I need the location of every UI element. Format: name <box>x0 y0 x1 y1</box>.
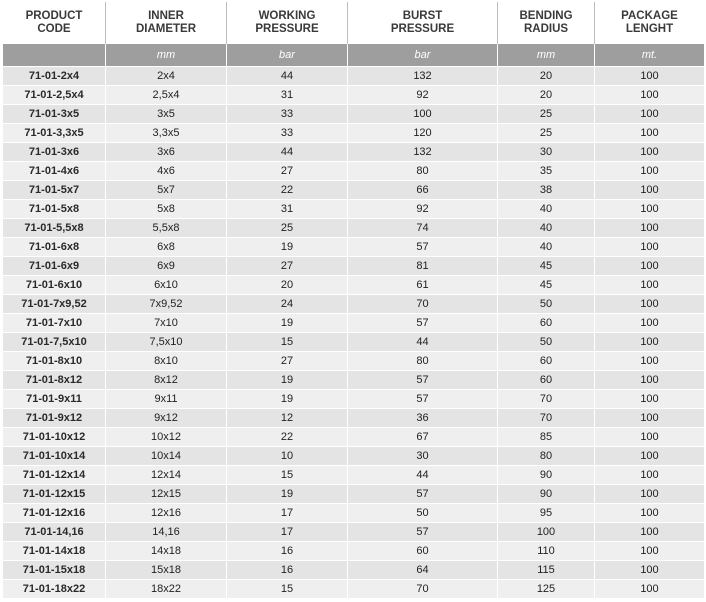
product-code-cell: 71-01-6x9 <box>3 256 105 275</box>
inner-diameter-cell: 7x10 <box>105 313 226 332</box>
table-row <box>3 484 704 503</box>
bending-radius-cell: 95 <box>497 503 594 522</box>
bending-radius-cell: 50 <box>497 294 594 313</box>
bending-radius-cell: 40 <box>497 237 594 256</box>
unit-working-pressure: bar <box>226 44 347 66</box>
product-code-cell: 71-01-18x22 <box>3 579 105 598</box>
table-body <box>3 66 704 598</box>
working-pressure-cell: 25 <box>226 218 347 237</box>
product-code-cell: 71-01-7x9,52 <box>3 294 105 313</box>
burst-pressure-cell: 81 <box>347 256 497 275</box>
package-length-cell: 100 <box>594 199 704 218</box>
package-length-cell: 100 <box>594 484 704 503</box>
package-length-cell: 100 <box>594 370 704 389</box>
package-length-cell: 100 <box>594 294 704 313</box>
bending-radius-cell: 25 <box>497 104 594 123</box>
unit-inner-diameter: mm <box>105 44 226 66</box>
inner-diameter-cell: 6x8 <box>105 237 226 256</box>
unit-bending-radius: mm <box>497 44 594 66</box>
working-pressure-cell: 15 <box>226 332 347 351</box>
inner-diameter-cell: 10x12 <box>105 427 226 446</box>
burst-pressure-cell: 132 <box>347 66 497 85</box>
burst-pressure-cell: 57 <box>347 484 497 503</box>
header-package-length <box>594 2 704 44</box>
bending-radius-cell: 60 <box>497 370 594 389</box>
inner-diameter-cell: 9x12 <box>105 408 226 427</box>
working-pressure-cell: 19 <box>226 484 347 503</box>
package-length-cell: 100 <box>594 446 704 465</box>
header-line: PACKAGE <box>621 10 678 22</box>
burst-pressure-cell: 57 <box>347 522 497 541</box>
product-code-cell: 71-01-12x14 <box>3 465 105 484</box>
inner-diameter-cell: 10x14 <box>105 446 226 465</box>
package-length-cell: 100 <box>594 522 704 541</box>
inner-diameter-cell: 6x10 <box>105 275 226 294</box>
working-pressure-cell: 31 <box>226 85 347 104</box>
header-line: BURST <box>402 10 443 22</box>
burst-pressure-cell: 120 <box>347 123 497 142</box>
burst-pressure-cell: 80 <box>347 161 497 180</box>
working-pressure-cell: 15 <box>226 579 347 598</box>
bending-radius-cell: 90 <box>497 484 594 503</box>
bending-radius-cell: 30 <box>497 142 594 161</box>
working-pressure-cell: 16 <box>226 560 347 579</box>
product-code-cell: 71-01-8x10 <box>3 351 105 370</box>
burst-pressure-cell: 44 <box>347 465 497 484</box>
table-row <box>3 85 704 104</box>
package-length-cell: 100 <box>594 332 704 351</box>
burst-pressure-cell: 44 <box>347 332 497 351</box>
package-length-cell: 100 <box>594 161 704 180</box>
burst-pressure-cell: 61 <box>347 275 497 294</box>
working-pressure-cell: 20 <box>226 275 347 294</box>
product-code-cell: 71-01-5,5x8 <box>3 218 105 237</box>
inner-diameter-cell: 2,5x4 <box>105 85 226 104</box>
unit-package-length: mt. <box>594 44 704 66</box>
unit-product-code <box>3 44 105 66</box>
product-code-cell: 71-01-4x6 <box>3 161 105 180</box>
working-pressure-cell: 24 <box>226 294 347 313</box>
table-row <box>3 446 704 465</box>
table-row <box>3 313 704 332</box>
header-line: PRESSURE <box>390 23 455 35</box>
product-code-cell: 71-01-14,16 <box>3 522 105 541</box>
burst-pressure-cell: 100 <box>347 104 497 123</box>
inner-diameter-cell: 15x18 <box>105 560 226 579</box>
inner-diameter-cell: 18x22 <box>105 579 226 598</box>
table-row <box>3 408 704 427</box>
table-row <box>3 389 704 408</box>
burst-pressure-cell: 60 <box>347 541 497 560</box>
product-code-cell: 71-01-2x4 <box>3 66 105 85</box>
table-row <box>3 123 704 142</box>
table-row <box>3 66 704 85</box>
working-pressure-cell: 27 <box>226 256 347 275</box>
product-code-cell: 71-01-3,3x5 <box>3 123 105 142</box>
bending-radius-cell: 70 <box>497 389 594 408</box>
inner-diameter-cell: 14,16 <box>105 522 226 541</box>
package-length-cell: 100 <box>594 218 704 237</box>
table-row <box>3 522 704 541</box>
package-length-cell: 100 <box>594 560 704 579</box>
burst-pressure-cell: 57 <box>347 389 497 408</box>
product-code-cell: 71-01-7x10 <box>3 313 105 332</box>
inner-diameter-cell: 7x9,52 <box>105 294 226 313</box>
bending-radius-cell: 60 <box>497 351 594 370</box>
product-code-cell: 71-01-10x14 <box>3 446 105 465</box>
header-working-pressure <box>226 2 347 44</box>
header-line: RADIUS <box>523 23 569 35</box>
table-row <box>3 275 704 294</box>
package-length-cell: 100 <box>594 142 704 161</box>
bending-radius-cell: 40 <box>497 218 594 237</box>
package-length-cell: 100 <box>594 180 704 199</box>
burst-pressure-cell: 57 <box>347 237 497 256</box>
table-row <box>3 218 704 237</box>
working-pressure-cell: 33 <box>226 123 347 142</box>
burst-pressure-cell: 66 <box>347 180 497 199</box>
bending-radius-cell: 100 <box>497 522 594 541</box>
burst-pressure-cell: 50 <box>347 503 497 522</box>
table-row <box>3 503 704 522</box>
burst-pressure-cell: 57 <box>347 370 497 389</box>
product-code-cell: 71-01-8x12 <box>3 370 105 389</box>
bending-radius-cell: 70 <box>497 408 594 427</box>
header-line: INNER <box>148 10 184 22</box>
bending-radius-cell: 38 <box>497 180 594 199</box>
header-row <box>3 2 704 44</box>
product-code-cell: 71-01-5x8 <box>3 199 105 218</box>
working-pressure-cell: 44 <box>226 142 347 161</box>
table-row <box>3 256 704 275</box>
working-pressure-cell: 19 <box>226 370 347 389</box>
table-row <box>3 541 704 560</box>
inner-diameter-cell: 3,3x5 <box>105 123 226 142</box>
table-row <box>3 180 704 199</box>
bending-radius-cell: 35 <box>497 161 594 180</box>
burst-pressure-cell: 132 <box>347 142 497 161</box>
burst-pressure-cell: 57 <box>347 313 497 332</box>
working-pressure-cell: 12 <box>226 408 347 427</box>
inner-diameter-cell: 3x6 <box>105 142 226 161</box>
package-length-cell: 100 <box>594 427 704 446</box>
bending-radius-cell: 40 <box>497 199 594 218</box>
burst-pressure-cell: 30 <box>347 446 497 465</box>
inner-diameter-cell: 14x18 <box>105 541 226 560</box>
product-code-cell: 71-01-12x15 <box>3 484 105 503</box>
burst-pressure-cell: 80 <box>347 351 497 370</box>
hose-spec-table <box>3 2 704 598</box>
product-code-cell: 71-01-12x16 <box>3 503 105 522</box>
burst-pressure-cell: 70 <box>347 294 497 313</box>
bending-radius-cell: 110 <box>497 541 594 560</box>
unit-burst-pressure: bar <box>347 44 497 66</box>
burst-pressure-cell: 67 <box>347 427 497 446</box>
working-pressure-cell: 15 <box>226 465 347 484</box>
product-code-cell: 71-01-9x11 <box>3 389 105 408</box>
table-row <box>3 237 704 256</box>
header-line: WORKING <box>258 10 316 22</box>
inner-diameter-cell: 12x14 <box>105 465 226 484</box>
product-code-cell: 71-01-7,5x10 <box>3 332 105 351</box>
package-length-cell: 100 <box>594 85 704 104</box>
header-line: CODE <box>37 23 71 35</box>
working-pressure-cell: 19 <box>226 237 347 256</box>
product-code-cell: 71-01-15x18 <box>3 560 105 579</box>
table-row <box>3 161 704 180</box>
inner-diameter-cell: 6x9 <box>105 256 226 275</box>
product-code-cell: 71-01-14x18 <box>3 541 105 560</box>
header-line: LENGHT <box>625 23 674 35</box>
bending-radius-cell: 50 <box>497 332 594 351</box>
bending-radius-cell: 45 <box>497 256 594 275</box>
working-pressure-cell: 19 <box>226 389 347 408</box>
header-bending-radius <box>497 2 594 44</box>
inner-diameter-cell: 12x15 <box>105 484 226 503</box>
inner-diameter-cell: 3x5 <box>105 104 226 123</box>
inner-diameter-cell: 5,5x8 <box>105 218 226 237</box>
table-row <box>3 370 704 389</box>
bending-radius-cell: 85 <box>497 427 594 446</box>
table-row <box>3 560 704 579</box>
unit-row <box>3 44 704 66</box>
bending-radius-cell: 20 <box>497 85 594 104</box>
burst-pressure-cell: 64 <box>347 560 497 579</box>
inner-diameter-cell: 9x11 <box>105 389 226 408</box>
product-code-cell: 71-01-3x5 <box>3 104 105 123</box>
inner-diameter-cell: 7,5x10 <box>105 332 226 351</box>
working-pressure-cell: 33 <box>226 104 347 123</box>
burst-pressure-cell: 70 <box>347 579 497 598</box>
product-code-cell: 71-01-6x10 <box>3 275 105 294</box>
inner-diameter-cell: 4x6 <box>105 161 226 180</box>
header-line: PRESSURE <box>255 23 319 35</box>
package-length-cell: 100 <box>594 66 704 85</box>
working-pressure-cell: 10 <box>226 446 347 465</box>
burst-pressure-cell: 92 <box>347 85 497 104</box>
package-length-cell: 100 <box>594 579 704 598</box>
inner-diameter-cell: 5x7 <box>105 180 226 199</box>
package-length-cell: 100 <box>594 256 704 275</box>
burst-pressure-cell: 36 <box>347 408 497 427</box>
header-line: DIAMETER <box>135 23 197 35</box>
package-length-cell: 100 <box>594 541 704 560</box>
bending-radius-cell: 20 <box>497 66 594 85</box>
product-code-cell: 71-01-9x12 <box>3 408 105 427</box>
bending-radius-cell: 45 <box>497 275 594 294</box>
inner-diameter-cell: 8x10 <box>105 351 226 370</box>
header-product-code <box>3 2 105 44</box>
package-length-cell: 100 <box>594 408 704 427</box>
working-pressure-cell: 19 <box>226 313 347 332</box>
header-inner-diameter <box>105 2 226 44</box>
working-pressure-cell: 27 <box>226 351 347 370</box>
inner-diameter-cell: 8x12 <box>105 370 226 389</box>
table-row <box>3 351 704 370</box>
table-row <box>3 199 704 218</box>
bending-radius-cell: 125 <box>497 579 594 598</box>
table-row <box>3 332 704 351</box>
inner-diameter-cell: 2x4 <box>105 66 226 85</box>
working-pressure-cell: 16 <box>226 541 347 560</box>
package-length-cell: 100 <box>594 351 704 370</box>
inner-diameter-cell: 5x8 <box>105 199 226 218</box>
table-row <box>3 294 704 313</box>
burst-pressure-cell: 92 <box>347 199 497 218</box>
working-pressure-cell: 22 <box>226 180 347 199</box>
package-length-cell: 100 <box>594 104 704 123</box>
working-pressure-cell: 17 <box>226 522 347 541</box>
bending-radius-cell: 115 <box>497 560 594 579</box>
working-pressure-cell: 22 <box>226 427 347 446</box>
package-length-cell: 100 <box>594 275 704 294</box>
package-length-cell: 100 <box>594 237 704 256</box>
bending-radius-cell: 60 <box>497 313 594 332</box>
header-burst-pressure <box>347 2 497 44</box>
header-line: BENDING <box>519 10 573 22</box>
product-code-cell: 71-01-5x7 <box>3 180 105 199</box>
table-row <box>3 142 704 161</box>
package-length-cell: 100 <box>594 123 704 142</box>
burst-pressure-cell: 74 <box>347 218 497 237</box>
bending-radius-cell: 25 <box>497 123 594 142</box>
header-line: PRODUCT <box>25 10 83 22</box>
product-code-cell: 71-01-6x8 <box>3 237 105 256</box>
table-row <box>3 465 704 484</box>
table-row <box>3 104 704 123</box>
package-length-cell: 100 <box>594 503 704 522</box>
product-code-cell: 71-01-2,5x4 <box>3 85 105 104</box>
working-pressure-cell: 31 <box>226 199 347 218</box>
working-pressure-cell: 17 <box>226 503 347 522</box>
working-pressure-cell: 44 <box>226 66 347 85</box>
package-length-cell: 100 <box>594 313 704 332</box>
product-code-cell: 71-01-3x6 <box>3 142 105 161</box>
table-row <box>3 427 704 446</box>
product-code-cell: 71-01-10x12 <box>3 427 105 446</box>
table-row <box>3 579 704 598</box>
inner-diameter-cell: 12x16 <box>105 503 226 522</box>
package-length-cell: 100 <box>594 465 704 484</box>
package-length-cell: 100 <box>594 389 704 408</box>
bending-radius-cell: 90 <box>497 465 594 484</box>
bending-radius-cell: 80 <box>497 446 594 465</box>
working-pressure-cell: 27 <box>226 161 347 180</box>
